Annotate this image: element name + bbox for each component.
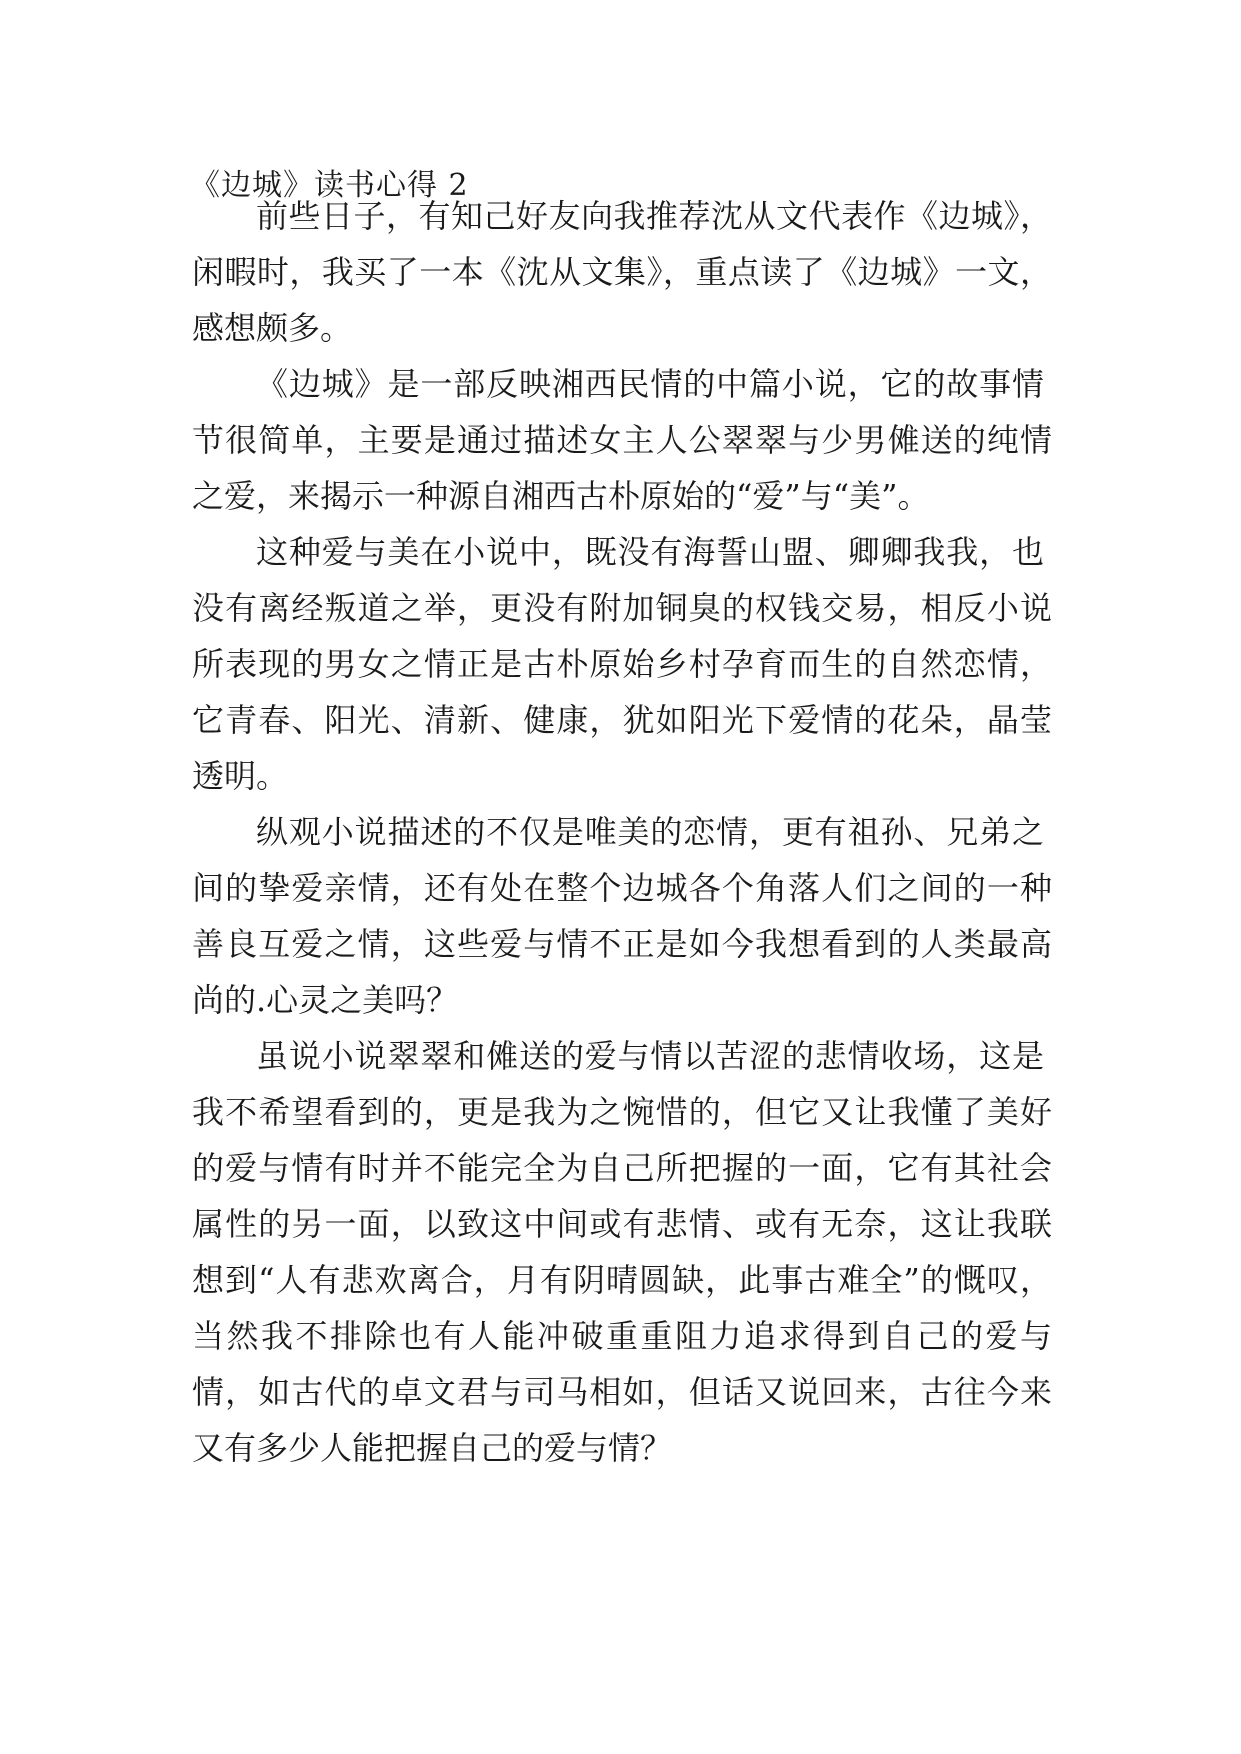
paragraph-2-line-1: 《边城》是一部反映湘西民情的中篇小说，它的故事情 bbox=[256, 365, 1044, 403]
paragraph-5-line-6: 当然我不排除也有人能冲破重重阻力追求得到自己的爱与 bbox=[192, 1317, 1052, 1355]
document-title: 《边城》读书心得 2 bbox=[190, 168, 469, 203]
paragraph-3-line-5: 透明。 bbox=[192, 757, 289, 795]
paragraph-3-line-2: 没有离经叛道之举，更没有附加铜臭的权钱交易，相反小说 bbox=[192, 589, 1052, 627]
paragraph-5-line-8: 又有多少人能把握自己的爱与情？ bbox=[192, 1429, 673, 1467]
paragraph-5-line-4: 属性的另一面，以致这中间或有悲情、或有无奈，这让我联 bbox=[192, 1205, 1052, 1243]
paragraph-4-line-2: 间的挚爱亲情，还有处在整个边城各个角落人们之间的一种 bbox=[192, 869, 1052, 907]
paragraph-3-line-3: 所表现的男女之情正是古朴原始乡村孕育而生的自然恋情， bbox=[192, 645, 1052, 683]
paragraph-3-line-1: 这种爱与美在小说中，既没有海誓山盟、卿卿我我，也 bbox=[256, 533, 1044, 571]
paragraph-1-line-1: 前些日子，有知己好友向我推荐沈从文代表作《边城》， bbox=[256, 197, 1052, 235]
paragraph-5-line-5: 想到“人有悲欢离合，月有阴晴圆缺，此事古难全”的慨叹， bbox=[192, 1261, 1052, 1299]
paragraph-4-line-3: 善良互爱之情，这些爱与情不正是如今我想看到的人类最高 bbox=[192, 925, 1052, 963]
paragraph-1-line-3: 感想颇多。 bbox=[192, 309, 353, 347]
paragraph-5-line-2: 我不希望看到的，更是我为之惋惜的，但它又让我懂了美好 bbox=[192, 1093, 1052, 1131]
paragraph-4-line-4: 尚的.心灵之美吗？ bbox=[192, 981, 459, 1019]
paragraph-5-line-1: 虽说小说翠翠和傩送的爱与情以苦涩的悲情收场，这是 bbox=[256, 1037, 1044, 1075]
paragraph-4-line-1: 纵观小说描述的不仅是唯美的恋情，更有祖孙、兄弟之 bbox=[256, 813, 1044, 851]
paragraph-2-line-2: 节很简单，主要是通过描述女主人公翠翠与少男傩送的纯情 bbox=[192, 421, 1052, 459]
paragraph-1-line-2: 闲暇时，我买了一本《沈从文集》，重点读了《边城》一文， bbox=[192, 253, 1052, 291]
paragraph-3-line-4: 它青春、阳光、清新、健康，犹如阳光下爱情的花朵，晶莹 bbox=[192, 701, 1052, 739]
paragraph-2-line-3: 之爱，来揭示一种源自湘西古朴原始的“爱”与“美”。 bbox=[192, 477, 930, 515]
paragraph-5-line-3: 的爱与情有时并不能完全为自己所把握的一面，它有其社会 bbox=[192, 1149, 1052, 1187]
paragraph-5-line-7: 情，如古代的卓文君与司马相如，但话又说回来，古往今来 bbox=[192, 1373, 1052, 1411]
